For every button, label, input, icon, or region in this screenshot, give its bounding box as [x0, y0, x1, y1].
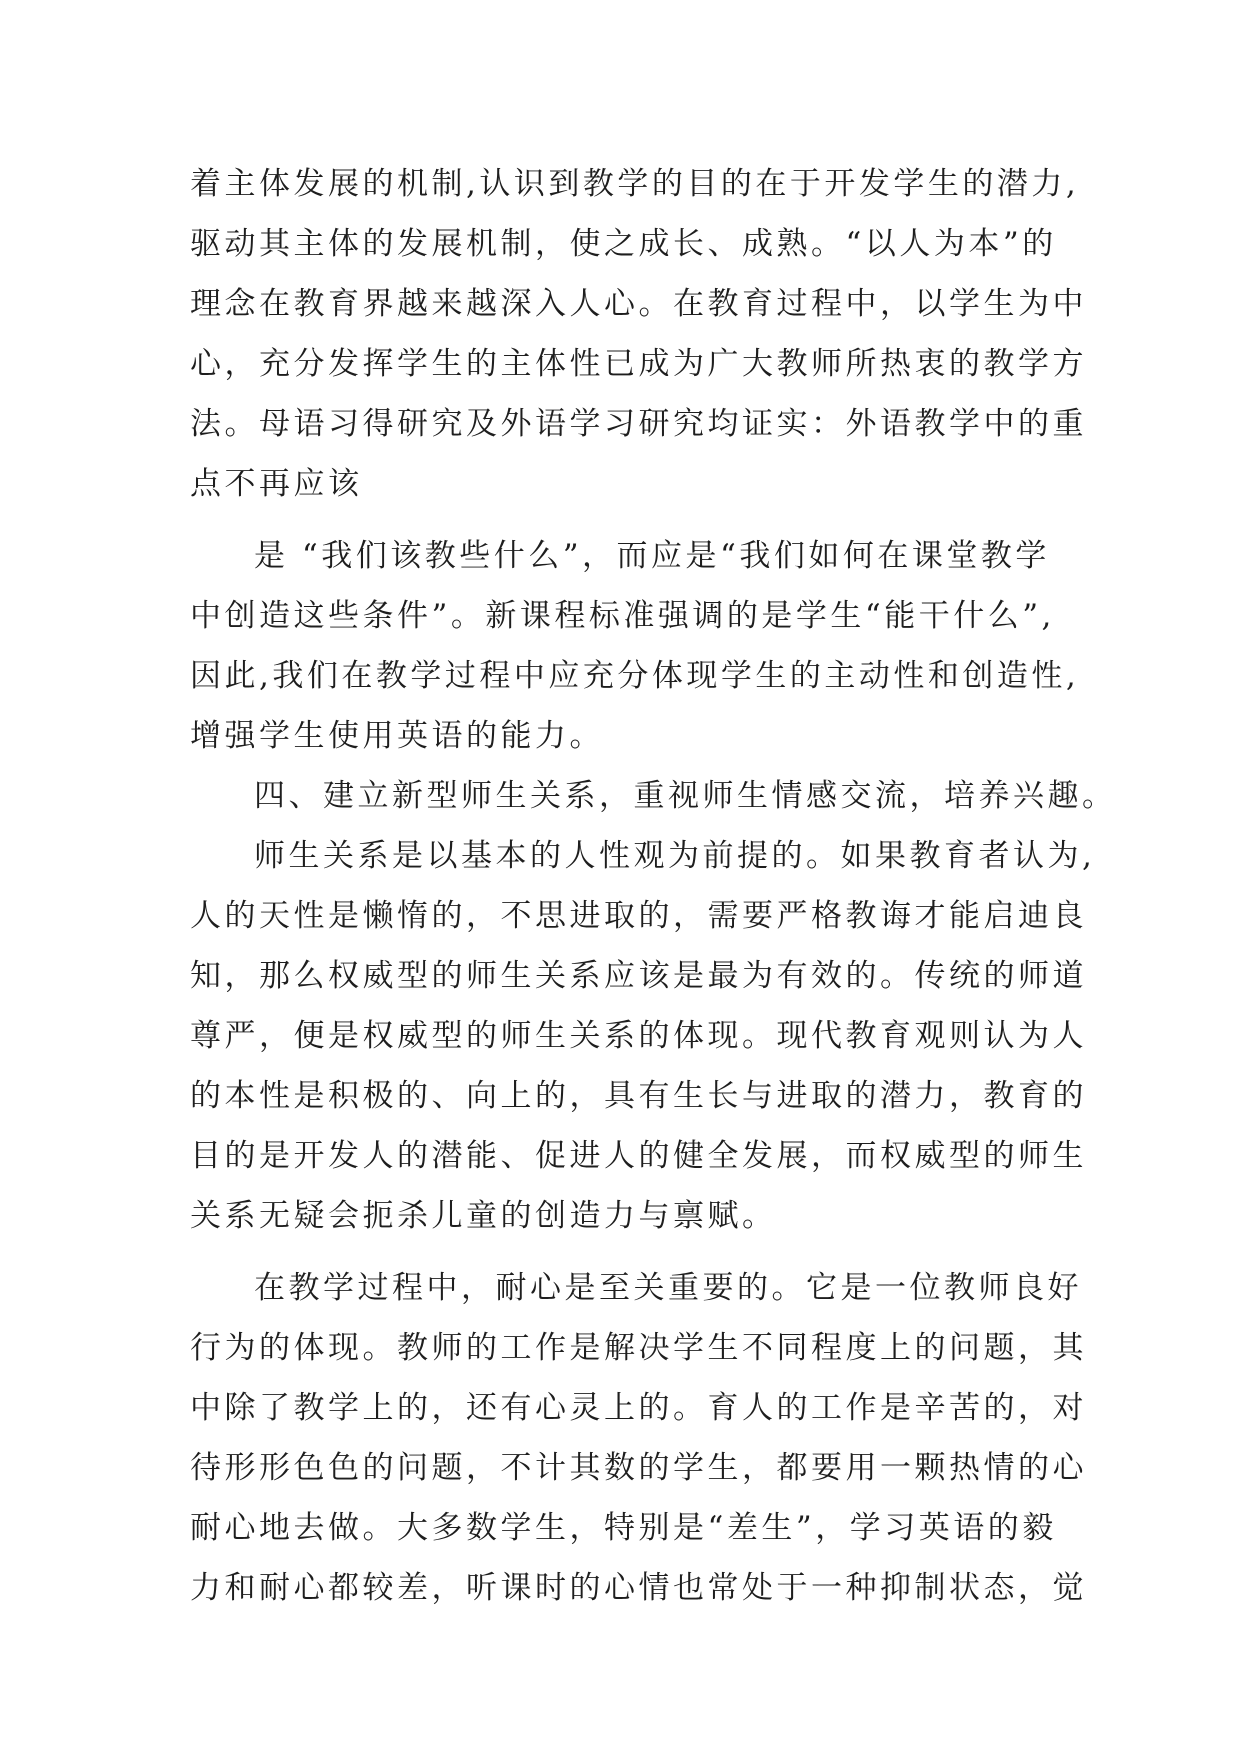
text-line: 法。母语习得研究及外语学习研究均证实：外语教学中的重	[190, 406, 1087, 442]
text-line: 增强学生使用英语的能力。	[190, 718, 604, 754]
text-line: 的本性是积极的、向上的，具有生长与进取的潜力，教育的	[190, 1078, 1087, 1114]
text-line: 关系无疑会扼杀儿童的创造力与禀赋。	[190, 1198, 777, 1234]
text-line: 是 “我们该教些什么”，而应是“我们如何在课堂教学	[254, 538, 1050, 574]
paragraph-1	[190, 154, 1087, 514]
text-line: 理念在教育界越来越深入人心。在教育过程中，以学生为中	[190, 286, 1087, 322]
text-line: 因此,我们在教学过程中应充分体现学生的主动性和创造性,	[190, 658, 1080, 694]
text-line: 中创造这些条件”。新课程标准强调的是学生“能干什么”,	[190, 598, 1055, 634]
paragraph-2	[190, 526, 1080, 766]
text-line: 行为的体现。教师的工作是解决学生不同程度上的问题，其	[190, 1330, 1087, 1366]
paragraph-3-heading	[190, 766, 1117, 826]
text-line: 在教学过程中，耐心是至关重要的。它是一位教师良好	[254, 1270, 1082, 1306]
text-line: 力和耐心都较差，听课时的心情也常处于一种抑制状态，觉	[190, 1570, 1087, 1606]
text-line: 心，充分发挥学生的主体性已成为广大教师所热衷的教学方	[190, 346, 1087, 382]
text-line: 知，那么权威型的师生关系应该是最为有效的。传统的师道	[190, 958, 1087, 994]
section-heading: 四、建立新型师生关系，重视师生情感交流，培养兴趣。	[254, 778, 1117, 814]
text-line: 尊严，便是权威型的师生关系的体现。现代教育观则认为人	[190, 1018, 1087, 1054]
body-text	[190, 154, 1117, 1618]
paragraph-5	[190, 1258, 1087, 1618]
paragraph-gap	[190, 514, 1070, 526]
text-line: 人的天性是懒惰的，不思进取的，需要严格教诲才能启迪良	[190, 898, 1087, 934]
text-line: 耐心地去做。大多数学生，特别是“差生”，学习英语的毅	[190, 1510, 1057, 1546]
text-line: 目的是开发人的潜能、促进人的健全发展，而权威型的师生	[190, 1138, 1087, 1174]
paragraph-gap	[190, 1246, 1070, 1258]
text-line: 师生关系是以基本的人性观为前提的。如果教育者认为,	[254, 838, 1096, 874]
text-line: 待形形色色的问题，不计其数的学生，都要用一颗热情的心	[190, 1450, 1087, 1486]
text-line: 驱动其主体的发展机制，使之成长、成熟。“以人为本”的	[190, 226, 1057, 262]
text-line: 中除了教学上的，还有心灵上的。育人的工作是辛苦的，对	[190, 1390, 1087, 1426]
text-line: 点不再应该	[190, 466, 363, 502]
paragraph-4	[190, 826, 1096, 1246]
text-line: 着主体发展的机制,认识到教学的目的在于开发学生的潜力,	[190, 166, 1080, 202]
